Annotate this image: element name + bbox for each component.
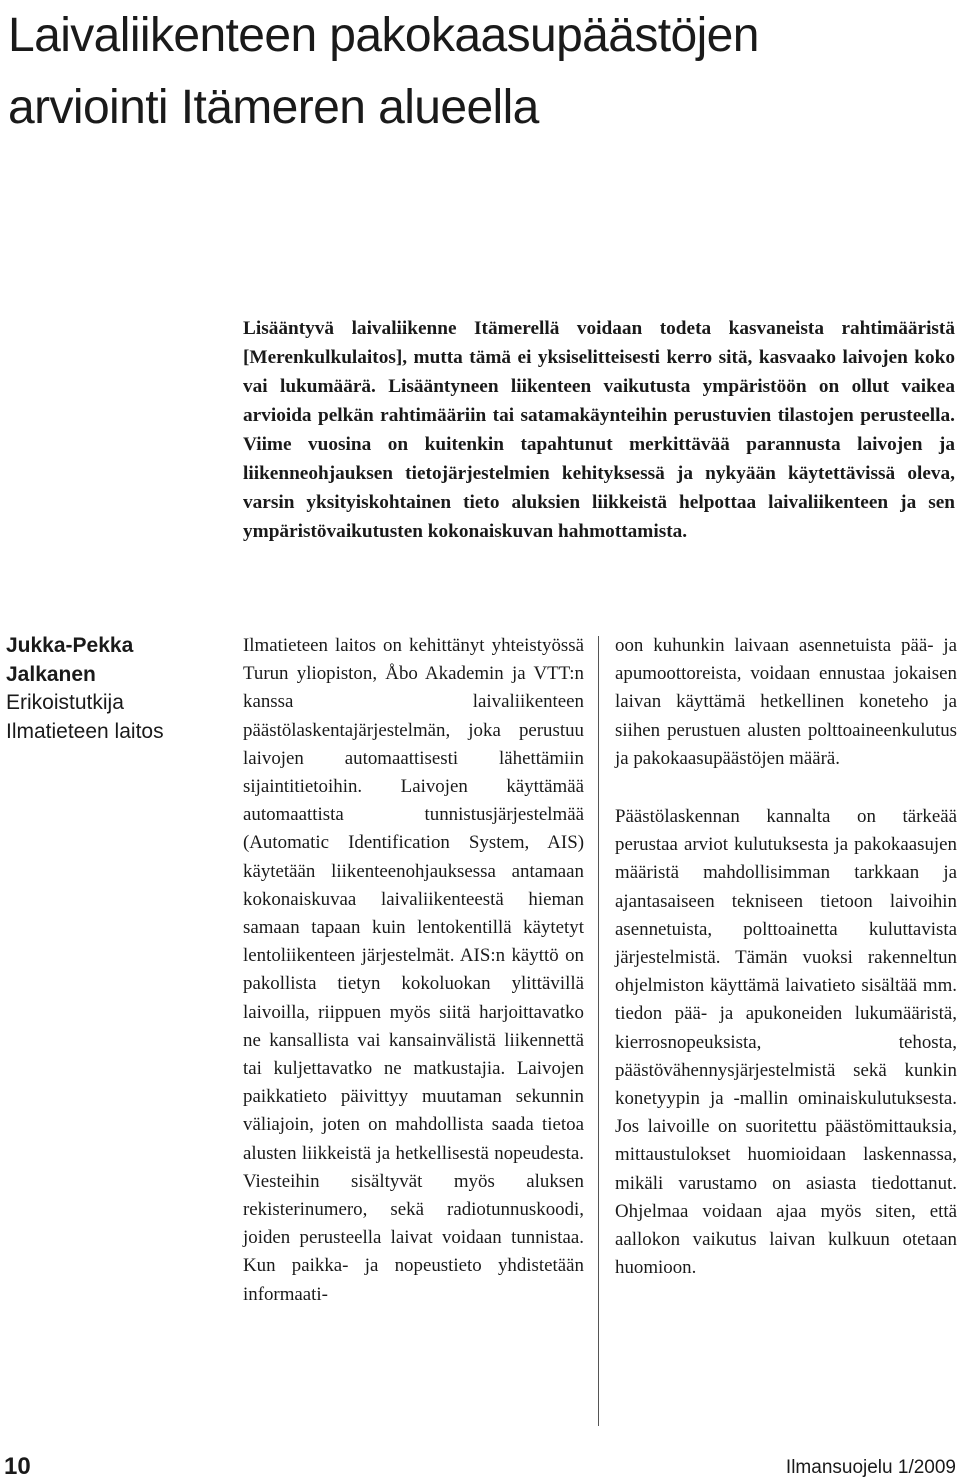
- article-title-line-1: Laivaliikenteen pakokaasupäästöjen: [8, 9, 759, 62]
- body-column-2: [615, 632, 957, 1282]
- journal-issue: Ilmansuojelu 1/2009: [785, 1457, 956, 1478]
- author-title: Erikoistutkija: [6, 691, 124, 714]
- author-organization: Ilmatieteen laitos: [6, 719, 164, 743]
- body-paragraph: Ilmatieteen laitos on kehittänyt yhteistyössä Turun yliopiston, Åbo Akademin ja VTT:n kanssa laivaliikenteen päästölaskentajärjestelmän, joka perustuu laivojen automaattisesti lähettämiin sijaintitietoihin. Laivojen käyttämää automaattista tunnistusjärjestelmää (Automatic Identification System, AIS) käytetään liikenteenohjauksessa antamaan kokonaiskuvaa laivaliikenteestä hieman samaan tapaan kuin lentokentillä käytetyt lentoliikenteen järjestelmät. AIS:n käyttö on pakollista tietyn kokoluokan ylittävillä laivoilla, riippuen myös siitä harjoittavatko ne kansallista vai kansainvälistä liikennettä tai kuljettavatko ne matkustajia. Laivojen paikkatieto päivittyy muutaman sekunnin väliajoin, joten on mahdollista saada tietoa alusten liikkeistä ja hetkellisestä nopeudesta. Viesteihin sisältyvät myös aluksen rekisterinumero, sekä radiotunnuskoodi, joiden perusteella laivat voidaan tunnistaa. Kun paikka- ja nopeustieto yhdistetään informaati-: [243, 635, 584, 1305]
- column-divider: [598, 636, 599, 1426]
- page-number: 10: [4, 1453, 31, 1480]
- article-title: [8, 0, 948, 144]
- body-paragraph: oon kuhunkin laivaan asennetuista pää- ja apumoottoreista, voidaan ennustaa jokaisen laivan käyttämä hetkellinen koneteho ja siihen perustuen alusten polttoaineenkulutus ja pakokaasupäästöjen määrä.: [615, 635, 957, 769]
- author-box: [6, 632, 206, 746]
- article-title-line-2: arviointi Itämeren alueella: [8, 81, 539, 134]
- body-paragraph: Päästölaskennan kannalta on tärkeää perustaa arviot kulutuksesta ja pakokaasujen määristä mahdollisimman tarkkaan ja ajantasaiseen tekniseen tietoon laivoihin asennetuista, polttoainetta kuluttavista järjestelmistä. Tämän vuoksi rakenneltun ohjelmiston käyttämä laivatieto sisältää mm. tiedon pää- ja apukoneiden lukumääristä, kierrosnopeuksista, tehosta, päästövähennysjärjestelmistä sekä kunkin konetyypin ja -mallin ominaiskulutuksesta. Jos laivoille on suoritettu päästömittauksia, mittaustulokset huomioidaan laskennassa, mikäli varustamo on asiasta tiedottanut. Ohjelmaa voidaan ajaa myös siten, että aallokon vaikutus laivan kulkuun otetaan huomioon.: [615, 806, 957, 1279]
- author-last-name: Jalkanen: [6, 662, 96, 686]
- lead-paragraph: Lisääntyvä laivaliikenne Itämerellä voidaan todeta kasvaneista rahtimääristä [Merenkulkulaitos], mutta tämä ei yksiselitteisesti kerro sitä, kasvaako laivojen koko vai lukumäärä. Lisääntyneen liikenteen vaikutusta ympäristöön on ollut vaikea arvioida pelkän rahtimääriin tai satamakäynteihin perustuvien tilastojen perusteella. Viime vuosina on kuitenkin tapahtunut merkittävää parannusta laivojen ja liikenneohjauksen tietojärjestelmien kehityksessä ja nykyään käytettävissä oleva, varsin yksityiskohtainen tieto aluksien liikkeistä helpottaa laivaliikenteen ja sen ympäristövaikutusten kokonaiskuvan hahmottamista.: [243, 318, 955, 542]
- body-column-1: [243, 632, 584, 1309]
- author-first-name: Jukka-Pekka: [6, 634, 134, 657]
